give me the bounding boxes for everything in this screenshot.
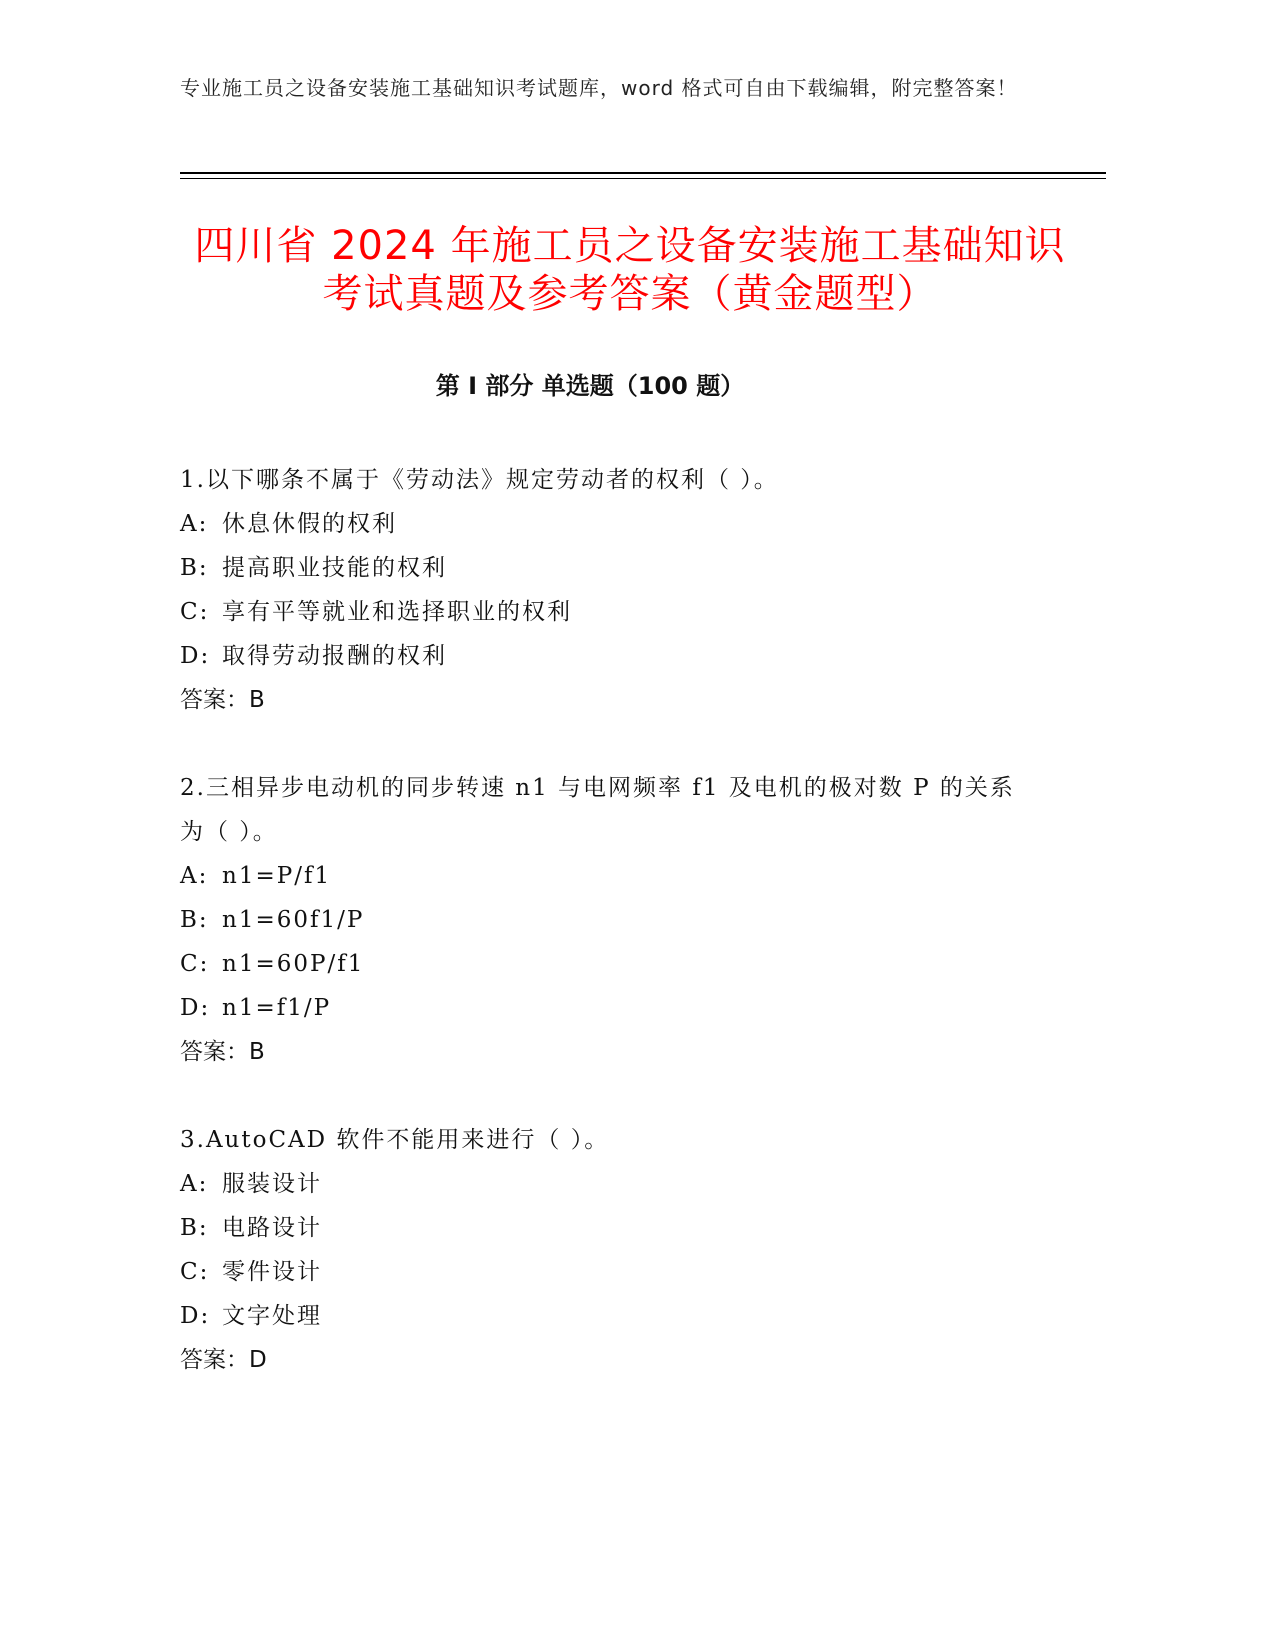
option-key: C: bbox=[180, 951, 210, 977]
option-key: D: bbox=[180, 643, 211, 669]
option-text: n1=60P/f1 bbox=[222, 951, 365, 977]
answer: 答案：D bbox=[180, 1347, 267, 1373]
option-text: 取得劳动报酬的权利 bbox=[222, 643, 447, 669]
option-a bbox=[180, 502, 1060, 546]
option-b bbox=[180, 898, 1060, 942]
option-text: 零件设计 bbox=[222, 1259, 322, 1285]
header-rule-thin bbox=[180, 178, 1106, 179]
question-2 bbox=[180, 766, 1060, 1074]
option-key: B: bbox=[180, 555, 209, 581]
option-b bbox=[180, 1206, 1060, 1250]
question-3 bbox=[180, 1118, 1060, 1382]
option-key: C: bbox=[180, 1259, 210, 1285]
question-list bbox=[180, 458, 1060, 1426]
option-key: A: bbox=[180, 511, 209, 537]
question-1 bbox=[180, 458, 1060, 722]
option-a bbox=[180, 1162, 1060, 1206]
option-text: n1=60f1/P bbox=[222, 907, 365, 933]
option-key: C: bbox=[180, 599, 210, 625]
question-stem: 3.AutoCAD 软件不能用来进行（ ）。 bbox=[180, 1127, 610, 1153]
option-c bbox=[180, 590, 1060, 634]
question-stem: 2.三相异步电动机的同步转速 n1 与电网频率 f1 及电机的极对数 P 的关系为（ ）。 bbox=[180, 775, 1015, 845]
option-key: A: bbox=[180, 863, 209, 889]
document-title: 四川省 2024 年施工员之设备安装施工基础知识考试真题及参考答案（黄金题型） bbox=[194, 223, 1066, 317]
option-c bbox=[180, 942, 1060, 986]
option-text: 休息休假的权利 bbox=[222, 511, 397, 537]
option-text: n1=f1/P bbox=[222, 995, 332, 1021]
option-text: 服装设计 bbox=[222, 1171, 322, 1197]
answer: 答案：B bbox=[180, 1039, 265, 1065]
option-b bbox=[180, 546, 1060, 590]
option-text: 文字处理 bbox=[222, 1303, 322, 1329]
option-text: 提高职业技能的权利 bbox=[222, 555, 447, 581]
header-note: 专业施工员之设备安装施工基础知识考试题库，word 格式可自由下载编辑，附完整答案！ bbox=[180, 76, 1018, 100]
option-key: B: bbox=[180, 1215, 209, 1241]
option-d bbox=[180, 986, 1060, 1030]
option-key: D: bbox=[180, 995, 211, 1021]
option-text: 电路设计 bbox=[222, 1215, 322, 1241]
option-c bbox=[180, 1250, 1060, 1294]
document-page bbox=[180, 0, 1106, 1650]
option-key: A: bbox=[180, 1171, 209, 1197]
header-rule-thick bbox=[180, 172, 1106, 174]
option-text: 享有平等就业和选择职业的权利 bbox=[222, 599, 572, 625]
option-key: B: bbox=[180, 907, 209, 933]
option-text: n1=P/f1 bbox=[222, 863, 332, 889]
option-a bbox=[180, 854, 1060, 898]
section-title: 第 I 部分 单选题（100 题） bbox=[435, 372, 745, 400]
answer: 答案：B bbox=[180, 687, 265, 713]
question-stem: 1.以下哪条不属于《劳动法》规定劳动者的权利（ ）。 bbox=[180, 467, 779, 493]
option-key: D: bbox=[180, 1303, 211, 1329]
option-d bbox=[180, 634, 1060, 678]
option-d bbox=[180, 1294, 1060, 1338]
